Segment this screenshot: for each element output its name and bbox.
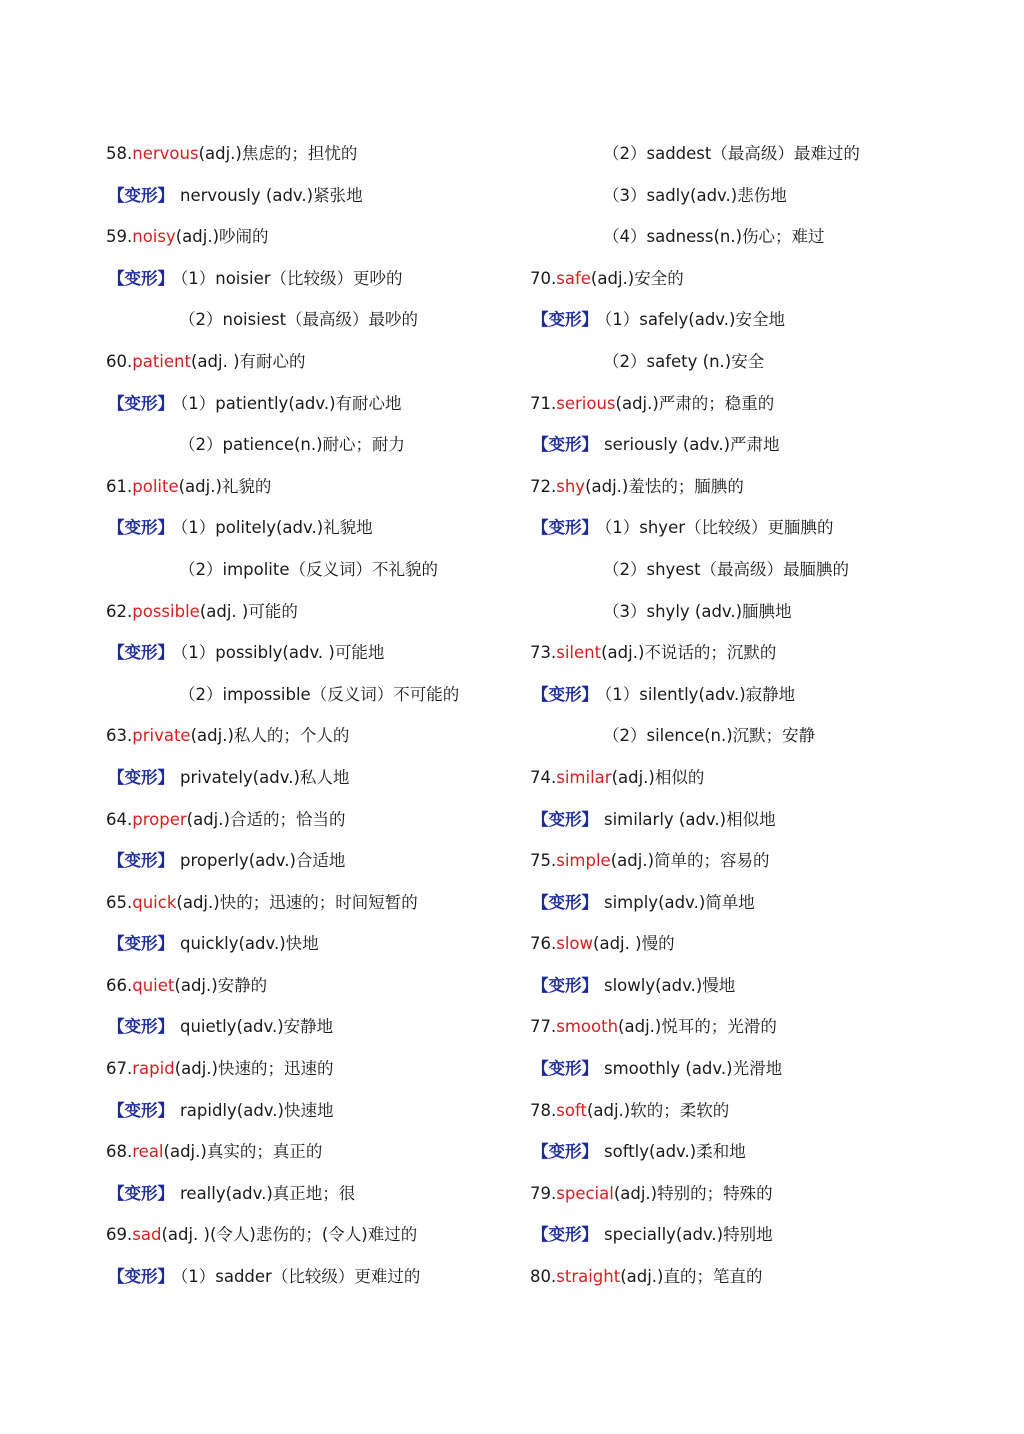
headword: possible (132, 601, 200, 621)
variant-tag: 【变形】 (532, 310, 598, 330)
variant-line (530, 1214, 970, 1256)
variant-line (106, 1173, 516, 1215)
variant-text: simply(adv.)简单地 (604, 892, 755, 912)
definition: (adj.)真实的；真正的 (163, 1142, 323, 1162)
variant-text: （1）politely(adv.)礼貌地 (180, 518, 373, 538)
entry-number: 61. (106, 476, 133, 496)
vocab-entry (530, 1090, 970, 1132)
entry-number: 64. (106, 809, 133, 829)
variant-text: softly(adv.)柔和地 (604, 1142, 746, 1162)
variant-line (106, 507, 516, 549)
variant-text: （1）patiently(adv.)有耐心地 (180, 393, 402, 413)
vocab-entry (106, 1131, 516, 1173)
variant-text: slowly(adv.)慢地 (604, 975, 736, 995)
variant-text: smoothly (adv.)光滑地 (604, 1059, 783, 1079)
headword: smooth (556, 1017, 619, 1037)
variant-text: （1）noisier（比较级）更吵的 (180, 268, 403, 288)
definition: (adj.)焦虑的；担忧的 (198, 144, 358, 163)
definition: (adj.)相似的 (611, 767, 705, 787)
variant-line (106, 383, 516, 425)
headword: noisy (132, 227, 176, 247)
vocab-entry (530, 1006, 970, 1048)
variant-text: （1）safely(adv.)安全地 (604, 310, 785, 330)
headword: rapid (132, 1059, 175, 1079)
definition: (adj.)软的；柔软的 (586, 1100, 730, 1120)
headword: straight (556, 1267, 621, 1287)
headword: serious (556, 393, 616, 413)
variant-text: （2）shyest（最高级）最腼腆的 (603, 559, 850, 579)
variant-line (530, 882, 970, 924)
vocab-entry (530, 840, 970, 882)
variant-text: properly(adv.)合适地 (180, 851, 346, 871)
variant-text: quietly(adv.)安静地 (180, 1017, 334, 1037)
headword: simple (556, 851, 611, 871)
variant-text: （1）sadder（比较级）更难过的 (180, 1267, 421, 1287)
variant-text: specially(adv.)特别地 (604, 1225, 773, 1245)
variant-text: similarly (adv.)相似地 (604, 809, 776, 829)
vocab-entry (106, 216, 516, 258)
definition: (adj.)特别的；特殊的 (613, 1183, 773, 1203)
vocab-entry (530, 757, 970, 799)
variant-tag: 【变形】 (532, 1225, 598, 1245)
variant-text: （2）silence(n.)沉默；安静 (603, 726, 816, 746)
headword: proper (132, 809, 187, 829)
entry-number: 76. (530, 934, 557, 954)
variant-subline (530, 715, 970, 757)
variant-text: （3）shyly (adv.)腼腆地 (603, 601, 792, 621)
definition: (adj.)悦耳的；光滑的 (618, 1017, 777, 1037)
definition: (adj.)快速的；迅速的 (174, 1059, 334, 1079)
variant-tag: 【变形】 (108, 767, 174, 787)
entry-number: 78. (530, 1100, 557, 1120)
variant-line (530, 965, 970, 1007)
vocab-entry (106, 133, 516, 175)
entry-number: 75. (530, 851, 557, 871)
definition: (adj.)羞怯的；腼腆的 (585, 476, 744, 496)
variant-subline (106, 299, 516, 341)
definition: (adj.)严肃的；稳重的 (615, 393, 775, 413)
variant-tag: 【变形】 (532, 518, 598, 538)
left-column (106, 133, 516, 1298)
variant-tag: 【变形】 (108, 1017, 174, 1037)
headword: nervous (132, 144, 199, 163)
variant-tag: 【变形】 (108, 1267, 174, 1287)
variant-tag: 【变形】 (108, 185, 174, 205)
variant-subline (530, 216, 970, 258)
definition: (adj.)礼貌的 (178, 476, 272, 496)
headword: sad (132, 1225, 162, 1245)
vocab-entry (106, 341, 516, 383)
vocab-entry (106, 1048, 516, 1090)
variant-line (106, 632, 516, 674)
variant-text: quickly(adv.)快地 (180, 934, 319, 954)
variant-text: （3）sadly(adv.)悲伤地 (603, 185, 787, 205)
vocab-entry (530, 1256, 970, 1298)
entry-number: 68. (106, 1142, 133, 1162)
definition: (adj.)快的；迅速的；时间短暂的 (176, 892, 418, 912)
variant-tag: 【变形】 (108, 1100, 174, 1120)
headword: shy (556, 476, 586, 496)
entry-number: 80. (530, 1267, 557, 1287)
variant-line (530, 507, 970, 549)
variant-text: （1）silently(adv.)寂静地 (604, 684, 796, 704)
vocab-entry (106, 882, 516, 924)
variant-line (106, 840, 516, 882)
variant-tag: 【变形】 (108, 643, 174, 663)
headword: private (132, 726, 191, 746)
variant-line (530, 674, 970, 716)
entry-number: 72. (530, 476, 557, 496)
entry-number: 65. (106, 892, 133, 912)
vocab-entry (106, 591, 516, 633)
entry-number: 79. (530, 1183, 557, 1203)
definition: (adj.)不说话的；沉默的 (601, 643, 777, 663)
vocab-entry (530, 1173, 970, 1215)
variant-tag: 【变形】 (532, 1059, 598, 1079)
definition: (adj. )可能的 (199, 601, 298, 621)
variant-text: （2）noisiest（最高级）最吵的 (179, 310, 419, 330)
variant-text: （2）saddest（最高级）最难过的 (603, 144, 860, 163)
variant-tag: 【变形】 (532, 975, 598, 995)
variant-line (106, 923, 516, 965)
entry-number: 66. (106, 975, 133, 995)
vocab-entry (106, 466, 516, 508)
definition: (adj.)安全的 (590, 268, 684, 288)
variant-tag: 【变形】 (532, 684, 598, 704)
variant-text: （2）safety (n.)安全 (603, 351, 765, 371)
variant-line (106, 1090, 516, 1132)
headword: polite (132, 476, 179, 496)
entry-number: 67. (106, 1059, 133, 1079)
variant-text: （2）impossible（反义词）不可能的 (179, 684, 460, 704)
definition: (adj.)简单的；容易的 (610, 851, 770, 871)
vocab-entry (106, 715, 516, 757)
variant-subline (106, 549, 516, 591)
headword: quiet (132, 975, 175, 995)
vocab-entry (530, 383, 970, 425)
variant-line (530, 1131, 970, 1173)
variant-text: （1）possibly(adv. )可能地 (180, 643, 385, 663)
variant-tag: 【变形】 (108, 851, 174, 871)
entry-number: 73. (530, 643, 557, 663)
variant-subline (530, 133, 970, 175)
entry-number: 70. (530, 268, 557, 288)
variant-tag: 【变形】 (532, 435, 598, 455)
headword: soft (556, 1100, 587, 1120)
variant-tag: 【变形】 (532, 809, 598, 829)
variant-subline (106, 424, 516, 466)
variant-line (106, 757, 516, 799)
variant-line (106, 175, 516, 217)
entry-number: 69. (106, 1225, 133, 1245)
variant-subline (106, 674, 516, 716)
headword: safe (556, 268, 591, 288)
variant-text: （2）impolite（反义词）不礼貌的 (179, 559, 439, 579)
variant-tag: 【变形】 (532, 1142, 598, 1162)
definition: (adj.)私人的；个人的 (190, 726, 350, 746)
entry-number: 59. (106, 227, 133, 247)
headword: patient (132, 351, 191, 371)
vocab-entry (530, 258, 970, 300)
variant-line (530, 299, 970, 341)
definition: (adj. )慢的 (593, 934, 675, 954)
headword: real (132, 1142, 164, 1162)
variant-tag: 【变形】 (108, 1183, 174, 1203)
variant-line (106, 258, 516, 300)
variant-subline (530, 549, 970, 591)
definition: (adj.)直的；笔直的 (620, 1267, 763, 1287)
entry-number: 63. (106, 726, 133, 746)
vocab-entry (106, 799, 516, 841)
variant-tag: 【变形】 (532, 892, 598, 912)
vocab-entry (106, 1214, 516, 1256)
definition: (adj. )有耐心的 (190, 351, 306, 371)
variant-tag: 【变形】 (108, 393, 174, 413)
variant-subline (530, 341, 970, 383)
variant-text: really(adv.)真正地；很 (180, 1183, 356, 1203)
entry-number: 71. (530, 393, 557, 413)
variant-text: （4）sadness(n.)伤心；难过 (603, 227, 825, 247)
variant-line (530, 424, 970, 466)
variant-tag: 【变形】 (108, 934, 174, 954)
vocab-entry (530, 466, 970, 508)
variant-line (106, 1256, 516, 1298)
right-column (530, 133, 970, 1298)
variant-tag: 【变形】 (108, 268, 174, 288)
variant-line (106, 1006, 516, 1048)
variant-text: nervously (adv.)紧张地 (180, 185, 363, 205)
variant-text: privately(adv.)私人地 (180, 767, 350, 787)
variant-text: （2）patience(n.)耐心；耐力 (179, 435, 406, 455)
headword: similar (556, 767, 612, 787)
definition: (adj.)吵闹的 (175, 227, 269, 247)
vocab-entry (530, 632, 970, 674)
definition: (adj. )(令人)悲伤的；(令人)难过的 (161, 1225, 418, 1245)
variant-subline (530, 591, 970, 633)
definition: (adj.)合适的；恰当的 (186, 809, 346, 829)
headword: special (556, 1183, 614, 1203)
variant-tag: 【变形】 (108, 518, 174, 538)
entry-number: 58. (106, 144, 133, 163)
entry-number: 77. (530, 1017, 557, 1037)
variant-line (530, 1048, 970, 1090)
definition: (adj.)安静的 (174, 975, 268, 995)
variant-text: （1）shyer（比较级）更腼腆的 (604, 518, 834, 538)
variant-line (530, 799, 970, 841)
variant-subline (530, 175, 970, 217)
vocab-entry (106, 965, 516, 1007)
headword: slow (556, 934, 594, 954)
variant-text: rapidly(adv.)快速地 (180, 1100, 334, 1120)
vocab-entry (530, 923, 970, 965)
entry-number: 62. (106, 601, 133, 621)
headword: quick (132, 892, 177, 912)
entry-number: 60. (106, 351, 133, 371)
entry-number: 74. (530, 767, 557, 787)
headword: silent (556, 643, 602, 663)
variant-text: seriously (adv.)严肃地 (604, 435, 780, 455)
